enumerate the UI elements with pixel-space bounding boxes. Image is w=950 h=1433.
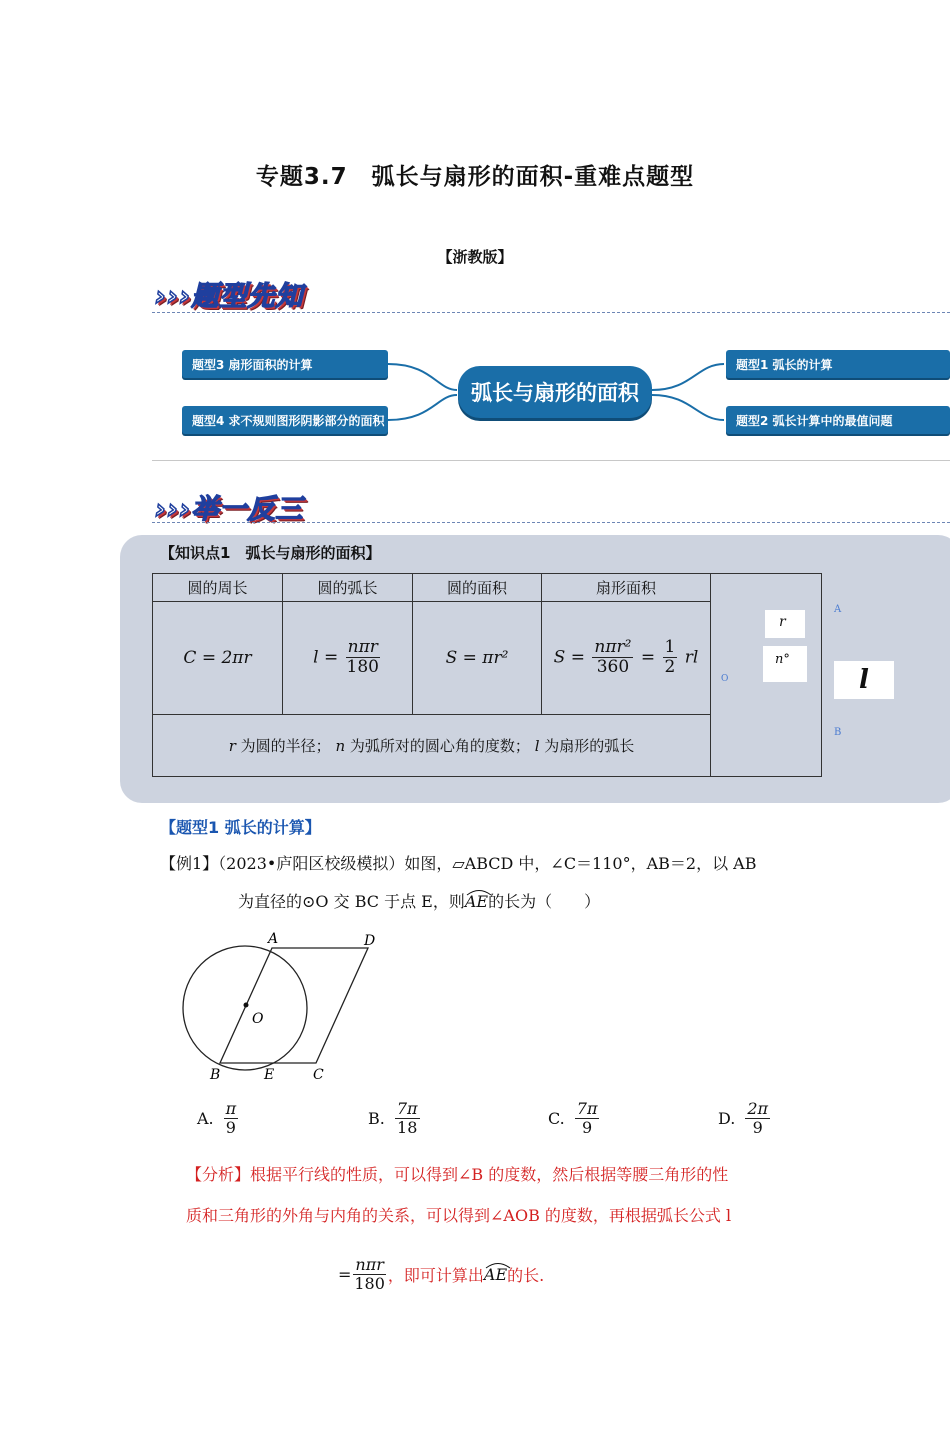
figure-label-a: A <box>834 604 842 615</box>
section-banner-practice: ›››举一反三 <box>155 494 304 525</box>
mindmap-node-type2: 题型2 弧长计算中的最值问题 <box>726 406 950 434</box>
option-d[interactable]: D. $\frac{2\pi}{9}$ <box>718 1099 769 1138</box>
mindmap-center: 弧长与扇形的面积 <box>458 366 652 418</box>
mindmap-node-type3: 题型3 扇形面积的计算 <box>182 350 388 378</box>
point-a-label: A <box>268 931 279 947</box>
header-circumference: 圆的周长 <box>153 574 283 602</box>
divider <box>152 522 950 523</box>
point-c-label: C <box>313 1067 324 1083</box>
section-heading-type1: 【题型1 弧长的计算】 <box>160 818 321 837</box>
arc-ae: AE <box>464 892 489 911</box>
example-line1: 【例1】（2023•庐阳区校级模拟）如图，▱ABCD 中，∠C＝110°，AB＝2，以 AB <box>160 854 757 873</box>
point-b-label: B <box>210 1067 221 1083</box>
header-sector: 扇形面积 <box>542 574 711 602</box>
formula-note: r 为圆的半径； n 为弧所对的圆心角的度数； l 为扇形的弧长 <box>153 714 711 776</box>
edition-label: 【浙教版】 <box>437 248 513 266</box>
divider <box>152 312 950 313</box>
figure-label-b: B <box>834 727 842 738</box>
figure-label-o: O <box>721 674 729 684</box>
page-title: 专题3.7 弧长与扇形的面积-重难点题型 <box>255 164 695 190</box>
figure-label-n: n° <box>775 652 790 667</box>
option-c[interactable]: C. $\frac{7\pi}{9}$ <box>548 1099 598 1138</box>
analysis-line1: 【分析】根据平行线的性质，可以得到∠B 的度数，然后根据等腰三角形的性 <box>186 1165 729 1184</box>
option-a[interactable]: A. $\frac{\pi}{9}$ <box>197 1099 237 1138</box>
parallelogram-circle-figure <box>170 925 400 1090</box>
formula-table <box>152 573 822 777</box>
analysis-formula: = $\frac{\text{nπr}}{180}$ ，即可计算出 AE 的长. <box>338 1255 545 1294</box>
sector-formula: S = $\frac{\text{nπr²}}{360}$ = $\frac{1}{2}$ rl <box>542 602 711 715</box>
area-formula: S = πr² <box>413 602 542 715</box>
header-area: 圆的面积 <box>413 574 542 602</box>
point-e-label: E <box>264 1067 275 1083</box>
example-line2: 为直径的⊙O 交 BC 于点 E，则 AE的长为（ ） <box>238 892 601 911</box>
point-d-label: D <box>364 933 376 949</box>
mindmap-node-type4: 题型4 求不规则图形阴影部分的面积 <box>182 406 388 434</box>
arc-formula: l = $\frac{\text{nπr}}{180}$ <box>283 602 413 715</box>
sector-figure-cell <box>711 574 822 777</box>
circumference-formula: C = 2πr <box>153 602 283 715</box>
knowledge-title: 【知识点1 弧长与扇形的面积】 <box>160 544 381 562</box>
section-banner-preview: ›››题型先知 <box>155 281 304 312</box>
figure-label-r: r <box>779 614 786 630</box>
header-arc: 圆的弧长 <box>283 574 413 602</box>
option-b[interactable]: B. $\frac{7\pi}{18}$ <box>368 1099 418 1138</box>
mindmap-node-type1: 题型1 弧长的计算 <box>726 350 950 378</box>
divider <box>152 460 950 461</box>
arc-ae-analysis: AE <box>483 1265 508 1285</box>
analysis-line2: 质和三角形的外角与内角的关系，可以得到∠AOB 的度数，再根据弧长公式 l <box>186 1206 732 1225</box>
figure-label-l-box <box>834 661 894 699</box>
figure-label-l: l <box>859 665 869 695</box>
point-o-label: O <box>252 1011 264 1027</box>
